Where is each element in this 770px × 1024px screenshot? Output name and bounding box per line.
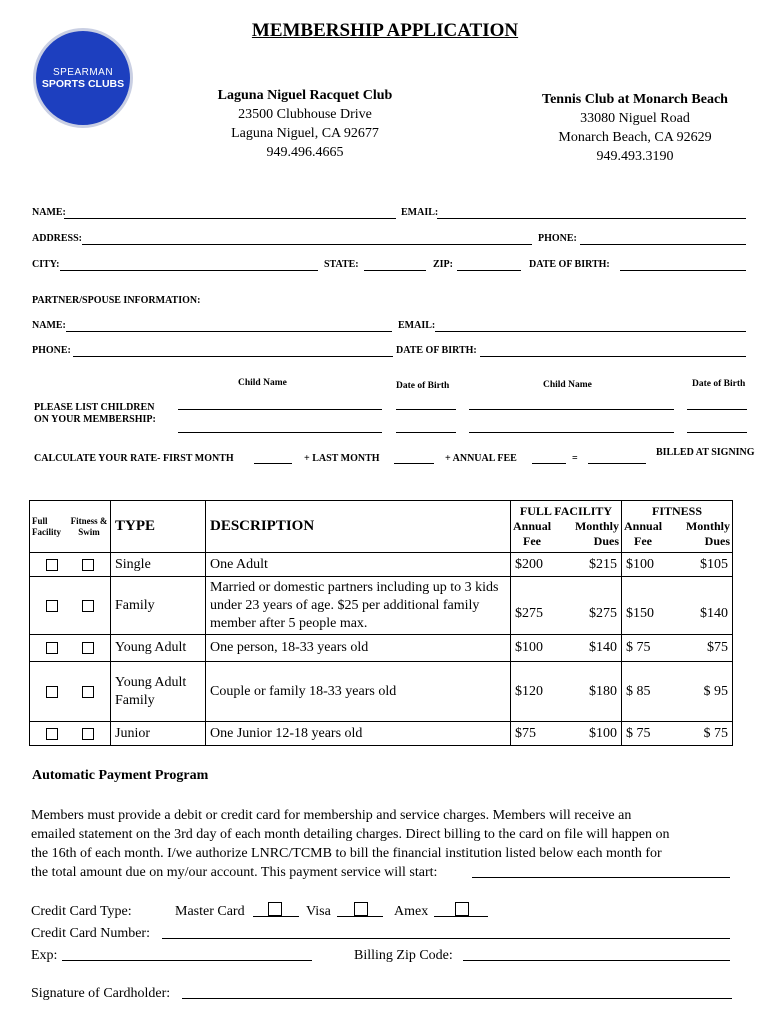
- full-facility-header: Full Facility: [32, 515, 61, 537]
- ff-dues-value: $275: [589, 605, 617, 621]
- description-header: DESCRIPTION: [206, 501, 511, 553]
- fitness-checkbox[interactable]: [82, 642, 94, 654]
- rate-description: One Junior 12-18 years old: [206, 722, 511, 746]
- ff-dues-value: $180: [589, 683, 617, 699]
- master-card-label: Master Card: [175, 904, 245, 919]
- fit-fee-value: $100: [626, 556, 654, 572]
- ff-fee-value: $75: [515, 725, 536, 741]
- club-1-info: [180, 86, 430, 162]
- phone-label: PHONE:: [538, 233, 577, 244]
- partner-phone-field[interactable]: [73, 356, 393, 357]
- master-card-checkbox[interactable]: [268, 902, 282, 916]
- rate-type: Young Adult: [111, 635, 206, 662]
- state-label: STATE:: [324, 259, 359, 270]
- city-label: CITY:: [32, 259, 60, 270]
- fit-rate-cell: [622, 662, 733, 722]
- child-4-dob-field[interactable]: [687, 432, 747, 433]
- child-1-dob-field[interactable]: [396, 409, 456, 410]
- full-facility-checkbox[interactable]: [46, 728, 58, 740]
- visa-checkbox[interactable]: [354, 902, 368, 916]
- rate-description: One person, 18-33 years old: [206, 635, 511, 662]
- cc-type-label: Credit Card Type:: [31, 904, 132, 919]
- billing-zip-field[interactable]: [463, 960, 730, 961]
- fit-dues-label: Dues: [704, 534, 730, 548]
- child-2-dob-field[interactable]: [687, 409, 747, 410]
- fit-rate-cell: [622, 722, 733, 746]
- fit-fee-value: $150: [626, 605, 654, 621]
- ff-rate-cell: [511, 553, 622, 577]
- type-header: TYPE: [111, 501, 206, 553]
- full-facility-checkbox[interactable]: [46, 559, 58, 571]
- exp-field[interactable]: [62, 960, 312, 961]
- zip-field[interactable]: [457, 270, 521, 271]
- full-facility-checkbox[interactable]: [46, 600, 58, 612]
- phone-field[interactable]: [580, 244, 746, 245]
- rate-type: Young Adult Family: [111, 662, 206, 722]
- child-dob-header-1: Date of Birth: [396, 381, 450, 391]
- fit-annual-label: Annual: [624, 519, 663, 533]
- ff-rate-cell: [511, 577, 622, 635]
- children-label-2: ON YOUR MEMBERSHIP:: [34, 414, 156, 425]
- partner-email-label: EMAIL:: [398, 320, 436, 331]
- ff-rate-cell: [511, 635, 622, 662]
- rate-row-young-adult-family: [30, 662, 733, 722]
- ff-fee-value: $275: [515, 605, 543, 621]
- fit-dues-value: $105: [700, 556, 728, 572]
- club-1-phone: 949.496.4665: [266, 145, 344, 160]
- child-2-name-field[interactable]: [469, 409, 674, 410]
- amex-label: Amex: [394, 904, 429, 919]
- address-label: ADDRESS:: [32, 233, 83, 244]
- dob-field[interactable]: [620, 270, 746, 271]
- fitness-swim-header: Fitness & Swim: [70, 515, 108, 537]
- rate-description: One Adult: [206, 553, 511, 577]
- rate-description: Married or domestic partners including up to 3 kids under 23 years of age. $25 per additional family member after 5 people max.: [206, 577, 511, 635]
- page-title: MEMBERSHIP APPLICATION: [251, 20, 519, 41]
- club-2-city: Monarch Beach, CA 92629: [558, 130, 712, 145]
- partner-phone-label: PHONE:: [32, 345, 71, 356]
- club-1-name: Laguna Niguel Racquet Club: [217, 88, 393, 103]
- child-name-header-1: Child Name: [238, 378, 287, 388]
- visa-line: [337, 916, 383, 917]
- partner-dob-field[interactable]: [480, 356, 746, 357]
- select-cell: [30, 635, 111, 662]
- ff-annual-label: Annual: [513, 519, 552, 533]
- child-3-dob-field[interactable]: [396, 432, 456, 433]
- annual-fee-field[interactable]: [532, 463, 566, 464]
- fit-dues-value: $ 75: [703, 725, 728, 741]
- select-cell: [30, 553, 111, 577]
- club-2-info: [500, 90, 770, 166]
- child-name-header-2: Child Name: [543, 380, 592, 390]
- rate-row-young-adult: [30, 635, 733, 662]
- rate-row-single: [30, 553, 733, 577]
- ff-rate-cell: [511, 722, 622, 746]
- autopay-text-line-3: the 16th of each month. I/we authorize LNRC/TCMB to bill the financial institution listed below each month for: [31, 846, 662, 861]
- autopay-title: Automatic Payment Program: [32, 768, 209, 783]
- rate-type: Single: [111, 553, 206, 577]
- child-dob-header-2: Date of Birth: [692, 379, 746, 389]
- ff-dues-value: $100: [589, 725, 617, 741]
- fit-fee-value: $ 85: [626, 683, 651, 699]
- annual-fee-label: + ANNUAL FEE: [445, 453, 517, 464]
- ff-fee-value: $120: [515, 683, 543, 699]
- partner-name-field[interactable]: [66, 331, 392, 332]
- state-field[interactable]: [364, 270, 426, 271]
- ff-fee-label: Fee: [523, 534, 541, 548]
- email-field[interactable]: [437, 218, 746, 219]
- rate-type: Junior: [111, 722, 206, 746]
- autopay-text-line-2: emailed statement on the 3rd day of each month detailing charges. Direct billing to the card on file will happen on: [31, 827, 670, 842]
- billed-at-signing-label: BILLED AT SIGNING: [656, 447, 755, 458]
- club-1-city: Laguna Niguel, CA 92677: [231, 126, 379, 141]
- child-4-name-field[interactable]: [469, 432, 674, 433]
- fitness-checkbox[interactable]: [82, 728, 94, 740]
- autopay-text-line-4: the total amount due on my/our account. This payment service will start:: [31, 865, 438, 880]
- fit-dues-value: $ 95: [703, 683, 728, 699]
- equals-sign: =: [572, 453, 578, 464]
- fitness-col-title: FITNESS: [651, 504, 703, 518]
- fitness-checkbox[interactable]: [82, 686, 94, 698]
- partner-email-field[interactable]: [435, 331, 746, 332]
- rate-type: Family: [111, 577, 206, 635]
- logo-line-2: SPORTS CLUBS: [41, 77, 125, 90]
- address-field[interactable]: [82, 244, 532, 245]
- first-month-field[interactable]: [254, 463, 292, 464]
- ff-monthly-label: Monthly: [574, 519, 619, 533]
- select-header-cell: [30, 501, 111, 553]
- exp-label: Exp:: [31, 948, 58, 963]
- dob-label: DATE OF BIRTH:: [529, 259, 610, 270]
- select-cell: [30, 577, 111, 635]
- child-1-name-field[interactable]: [178, 409, 382, 410]
- amex-line: [434, 916, 488, 917]
- last-month-field[interactable]: [394, 463, 434, 464]
- email-label: EMAIL:: [401, 207, 439, 218]
- club-logo: [33, 28, 133, 128]
- city-field[interactable]: [60, 270, 318, 271]
- select-cell: [30, 662, 111, 722]
- fit-dues-value: $140: [700, 605, 728, 621]
- club-2-name: Tennis Club at Monarch Beach: [542, 92, 728, 107]
- ff-rate-cell: [511, 662, 622, 722]
- fitness-checkbox[interactable]: [82, 559, 94, 571]
- club-2-address: 33080 Niguel Road: [580, 111, 690, 126]
- full-facility-checkbox[interactable]: [46, 686, 58, 698]
- ff-fee-value: $200: [515, 556, 543, 572]
- total-field[interactable]: [588, 463, 646, 464]
- ff-dues-value: $215: [589, 556, 617, 572]
- ff-fee-value: $100: [515, 640, 543, 655]
- full-facility-col-title: FULL FACILITY: [519, 504, 613, 518]
- select-cell: [30, 722, 111, 746]
- rate-description: Couple or family 18-33 years old: [206, 662, 511, 722]
- zip-label: ZIP:: [433, 259, 453, 270]
- visa-label: Visa: [306, 904, 331, 919]
- fit-rate-cell: [622, 635, 733, 662]
- cc-number-label: Credit Card Number:: [31, 926, 150, 941]
- fit-fee-value: $ 75: [626, 725, 651, 741]
- fit-dues-value: $75: [707, 640, 728, 655]
- fitness-rates-header: [622, 501, 733, 553]
- partner-name-label: NAME:: [32, 320, 66, 331]
- calculate-label: CALCULATE YOUR RATE- FIRST MONTH: [34, 453, 234, 464]
- fit-rate-cell: [622, 577, 733, 635]
- fit-rate-cell: [622, 553, 733, 577]
- club-1-address: 23500 Clubhouse Drive: [238, 107, 372, 122]
- rate-row-junior: [30, 722, 733, 746]
- signature-field[interactable]: [182, 998, 732, 999]
- cc-number-field[interactable]: [162, 938, 730, 939]
- fit-fee-value: $ 75: [626, 640, 651, 655]
- signature-label: Signature of Cardholder:: [31, 986, 171, 1001]
- full-facility-rates-header: [511, 501, 622, 553]
- children-label-1: PLEASE LIST CHILDREN: [34, 402, 155, 413]
- name-label: NAME:: [32, 207, 66, 218]
- club-2-phone: 949.493.3190: [596, 149, 674, 164]
- service-start-field[interactable]: [472, 877, 730, 878]
- rates-table: [29, 500, 733, 746]
- last-month-label: + LAST MONTH: [304, 453, 380, 464]
- child-3-name-field[interactable]: [178, 432, 382, 433]
- rate-row-family: [30, 577, 733, 635]
- fitness-checkbox[interactable]: [82, 600, 94, 612]
- name-field[interactable]: [64, 218, 396, 219]
- autopay-text-line-1: Members must provide a debit or credit card for membership and service charges. Members will receive an: [31, 808, 632, 823]
- fit-fee-label: Fee: [634, 534, 652, 548]
- master-card-line: [253, 916, 299, 917]
- rates-header-row: [30, 501, 733, 553]
- amex-checkbox[interactable]: [455, 902, 469, 916]
- partner-dob-label: DATE OF BIRTH:: [396, 345, 477, 356]
- full-facility-checkbox[interactable]: [46, 642, 58, 654]
- logo-line-1: SPEARMAN: [52, 66, 114, 78]
- ff-dues-value: $140: [589, 640, 617, 655]
- partner-header: PARTNER/SPOUSE INFORMATION:: [32, 295, 201, 306]
- billing-zip-label: Billing Zip Code:: [354, 948, 453, 963]
- ff-dues-label: Dues: [593, 534, 619, 548]
- fit-monthly-label: Monthly: [685, 519, 730, 533]
